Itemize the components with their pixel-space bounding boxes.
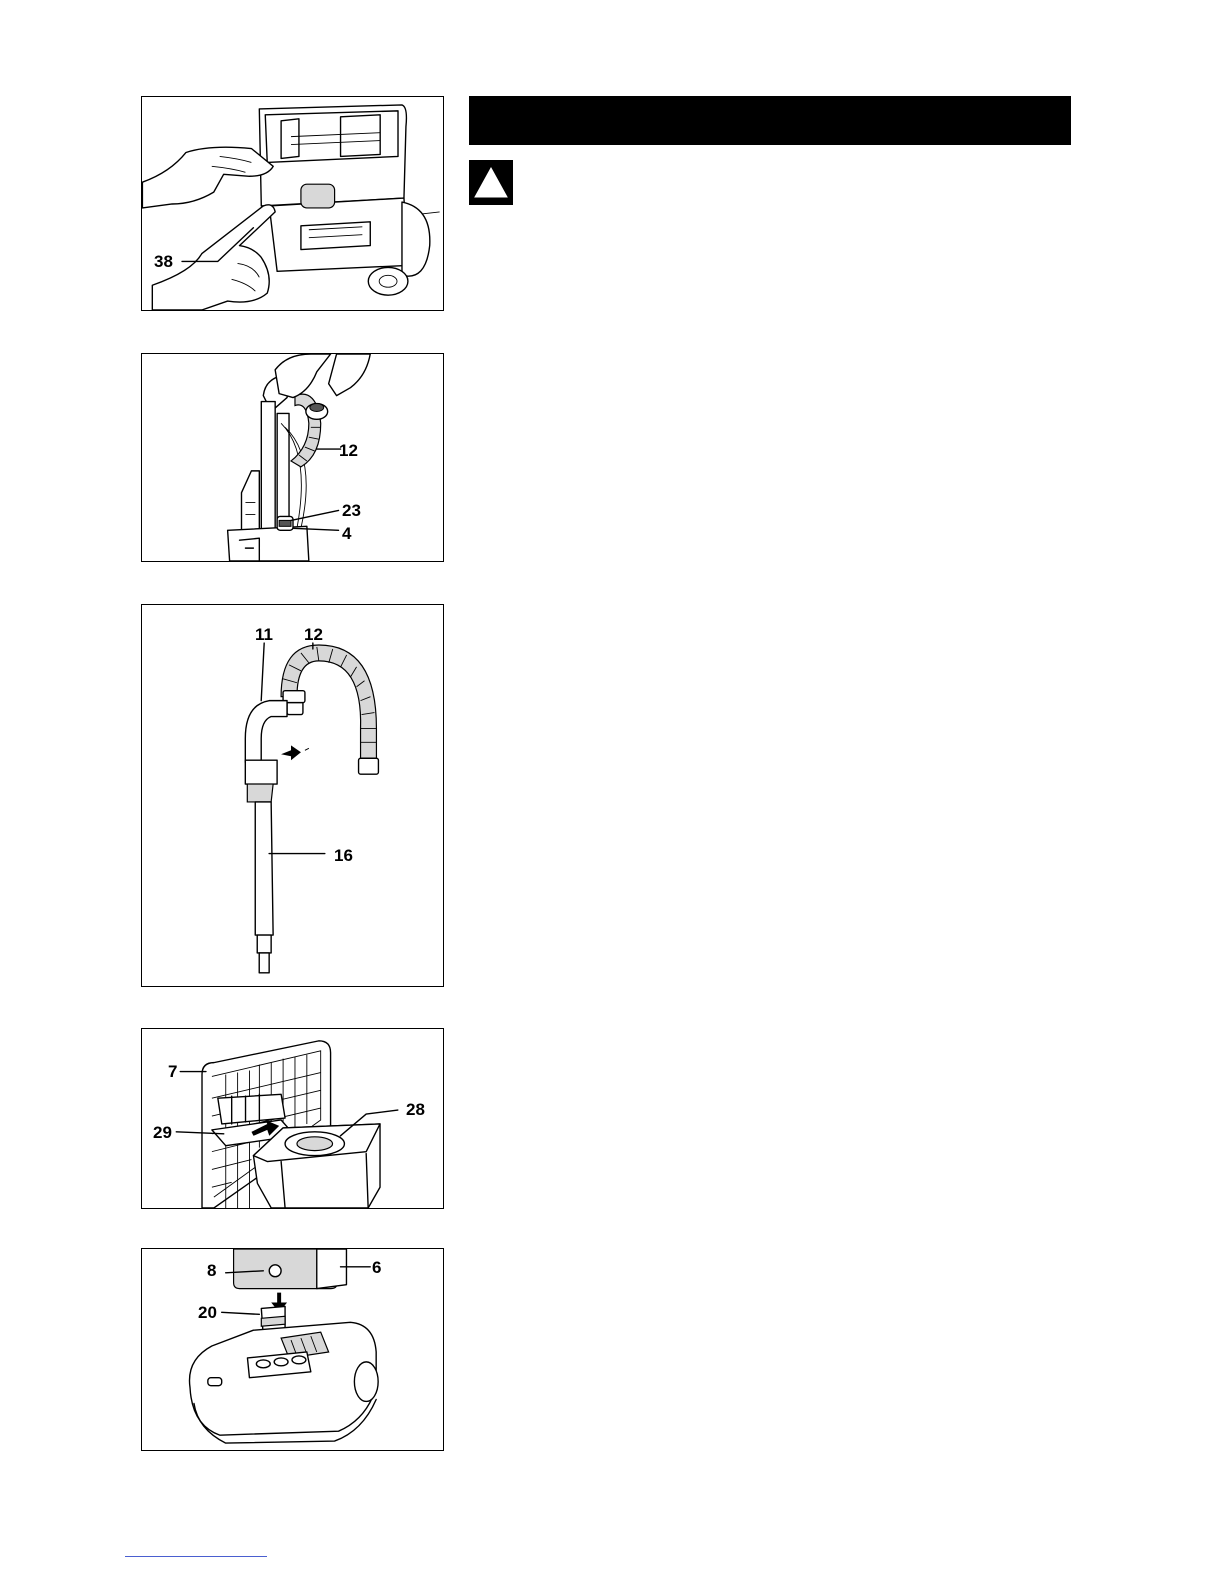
figure-5-illustration	[142, 1249, 443, 1450]
callout-12: 12	[339, 441, 358, 460]
figure-1-illustration	[142, 97, 443, 310]
callout-7: 7	[168, 1062, 178, 1081]
callout-28: 28	[406, 1100, 425, 1119]
figure-1-brush-roll	[141, 96, 444, 311]
figure-3-illustration	[142, 605, 443, 986]
callout-4: 4	[342, 524, 352, 543]
figure-2-illustration	[142, 354, 443, 561]
callout-16: 16	[334, 846, 353, 865]
callout-23: 23	[342, 501, 361, 520]
figure-5-filter-insert	[141, 1248, 444, 1451]
callout-12b: 12	[304, 625, 323, 644]
figure-4-bag-holder	[141, 1028, 444, 1209]
callout-6: 6	[372, 1258, 382, 1277]
callout-29: 29	[153, 1123, 172, 1142]
section-header-bar	[469, 96, 1071, 145]
callout-38: 38	[154, 252, 173, 271]
callout-20: 20	[198, 1303, 217, 1322]
figure-4-illustration	[142, 1029, 443, 1208]
warning-triangle-icon	[469, 160, 513, 205]
callout-11: 11	[255, 625, 273, 644]
callout-8: 8	[207, 1261, 217, 1280]
figure-2-hose-removal	[141, 353, 444, 562]
footer-link-underline[interactable]	[125, 1556, 267, 1557]
figure-3-wand-and-hose	[141, 604, 444, 987]
